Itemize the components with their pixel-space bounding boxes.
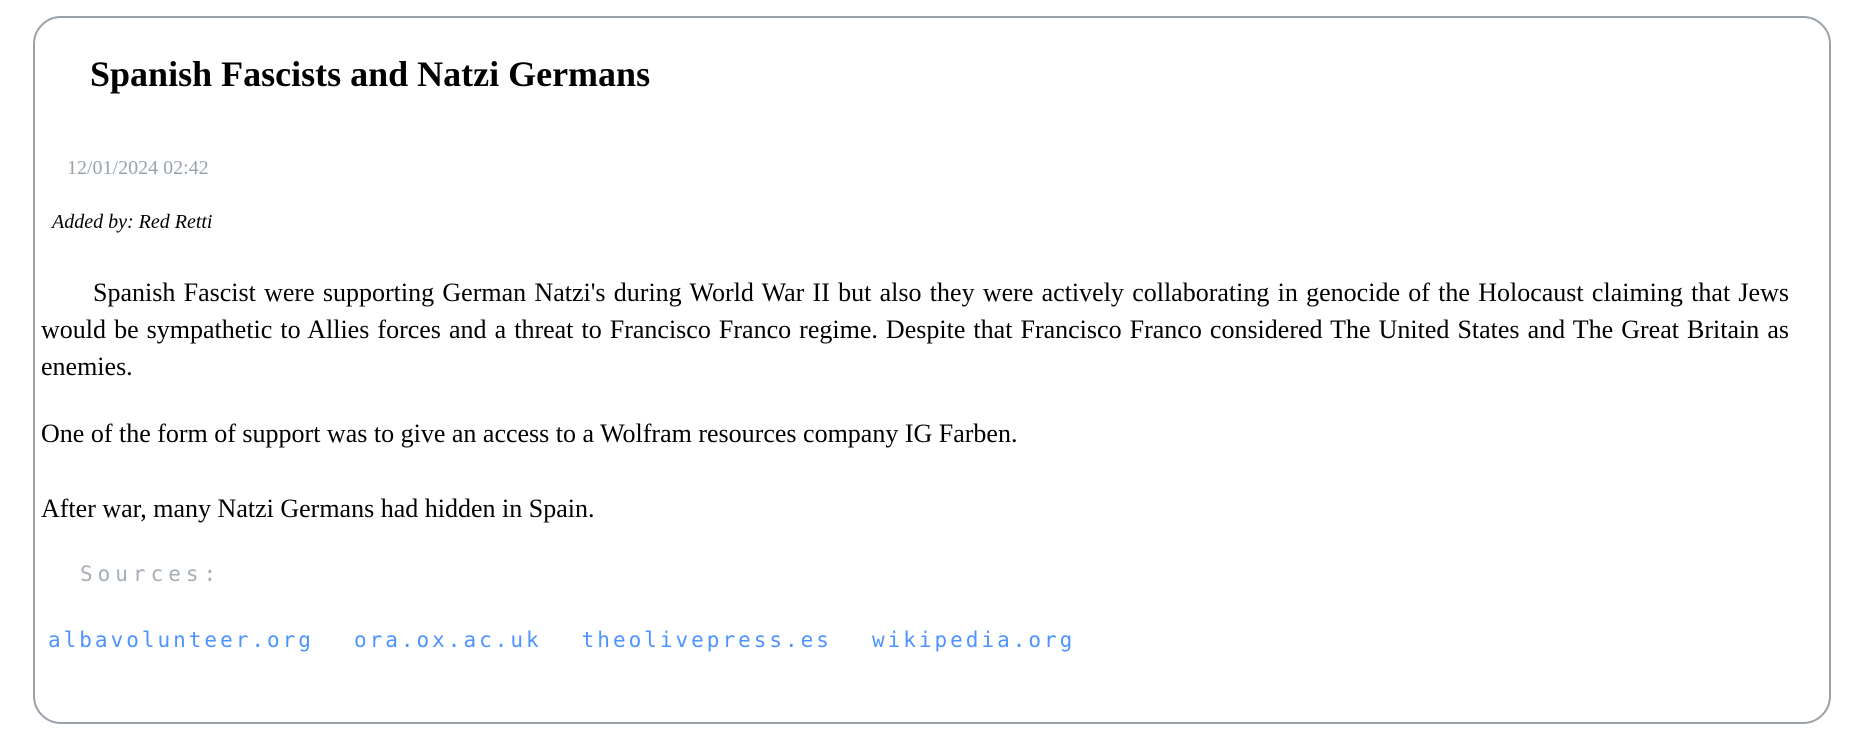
- article-card: [33, 16, 1831, 724]
- source-link-theolivepress[interactable]: theolivepress.es: [581, 628, 832, 653]
- article-paragraph: One of the form of support was to give an access to a Wolfram resources company IG Farben.: [41, 419, 1018, 449]
- article-paragraph: After war, many Natzi Germans had hidden in Spain.: [41, 494, 595, 524]
- page-title: Spanish Fascists and Natzi Germans: [90, 54, 651, 94]
- article-body: [41, 274, 1789, 527]
- source-link-albavolunteer[interactable]: albavolunteer.org: [48, 628, 314, 653]
- sources-label: Sources:: [80, 562, 222, 587]
- source-link-ora-ox[interactable]: ora.ox.ac.uk: [353, 628, 542, 653]
- source-link-wikipedia[interactable]: wikipedia.org: [871, 628, 1076, 653]
- article-author-line: Added by: Red Retti: [52, 211, 213, 234]
- article-timestamp: 12/01/2024 02:42: [67, 157, 209, 180]
- sources-links: [48, 627, 1789, 653]
- article-paragraph: Spanish Fascist were supporting German Natzi's during World War II but also they were actively collaborating in genocide of the Holocaust claiming that Jews would be sympathetic to Allies forces and a threat to Francisco Franco regime. Despite that Francisco Franco considered The United States and The Great Britain as enemies.: [41, 278, 1789, 382]
